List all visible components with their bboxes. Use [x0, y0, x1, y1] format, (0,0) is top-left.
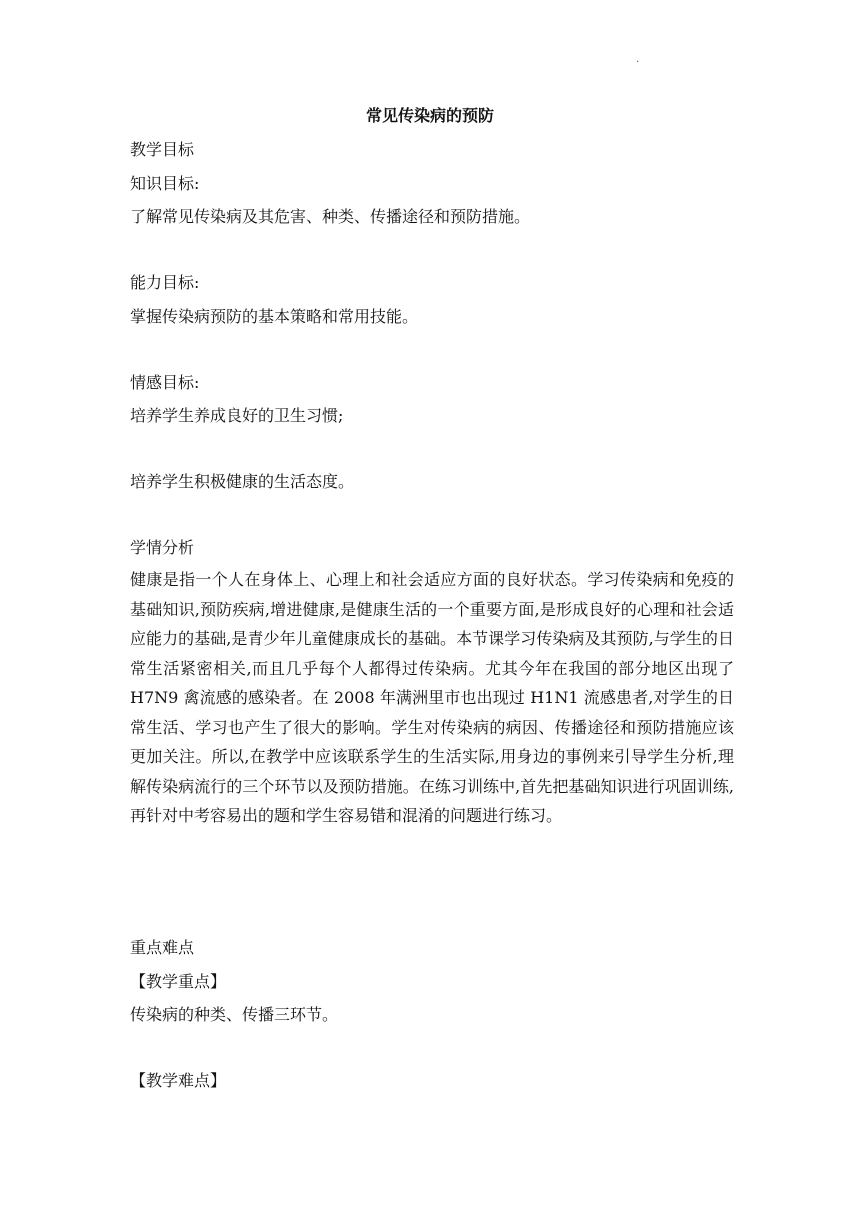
knowledge-goal-text: 了解常见传染病及其危害、种类、传播途径和预防措施。	[130, 207, 531, 226]
emotion-goal-text-1: 培养学生养成良好的卫生习惯;	[130, 406, 344, 425]
teaching-focus-label: 【教学重点】	[130, 972, 227, 991]
document-title: 常见传染病的预防	[365, 106, 494, 125]
header-mark: .	[636, 54, 640, 65]
emotion-goal-text-2: 培养学生积极健康的生活态度。	[130, 472, 355, 491]
emotion-goal-label: 情感目标:	[130, 373, 200, 392]
analysis-paragraph: 健康是指一个人在身体上、心理上和社会适应方面的良好状态。学习传染病和免疫的基础知识,预防疾病,增进健康,是健康生活的一个重要方面,是形成良好的心理和社会适应能力的基础,是青少年儿童健康成长的基础。本节课学习传染病及其预防,与学生的日常生活紧密相关,而且几乎每个人都得过传染病。尤其今年在我国的部分地区出现了 H7N9 禽流感的感染者。在 2008 年满洲里市也出现过 H1N1 流感患者,对学生的日常生活、学习也产生了很大的影响。学生对传染病的病因、传播途径和预防措施应该更加关注。所以,在教学中应该联系学生的生活实际,用身边的事例来引导学生分析,理解传染病流行的三个环节以及预防措施。在练习训练中,首先把基础知识进行巩固训练,再针对中考容易出的题和学生容易错和混淆的问题进行练习。	[130, 570, 734, 825]
key-points-heading: 重点难点	[130, 938, 195, 957]
teaching-difficulty-label: 【教学难点】	[130, 1071, 227, 1090]
ability-goal-label: 能力目标:	[130, 273, 200, 292]
knowledge-goal-label: 知识目标:	[130, 174, 200, 193]
teaching-focus-text: 传染病的种类、传播三环节。	[130, 1005, 339, 1024]
teaching-goals-heading: 教学目标	[130, 140, 195, 159]
ability-goal-text: 掌握传染病预防的基本策略和常用技能。	[130, 307, 419, 326]
analysis-heading: 学情分析	[130, 538, 195, 557]
